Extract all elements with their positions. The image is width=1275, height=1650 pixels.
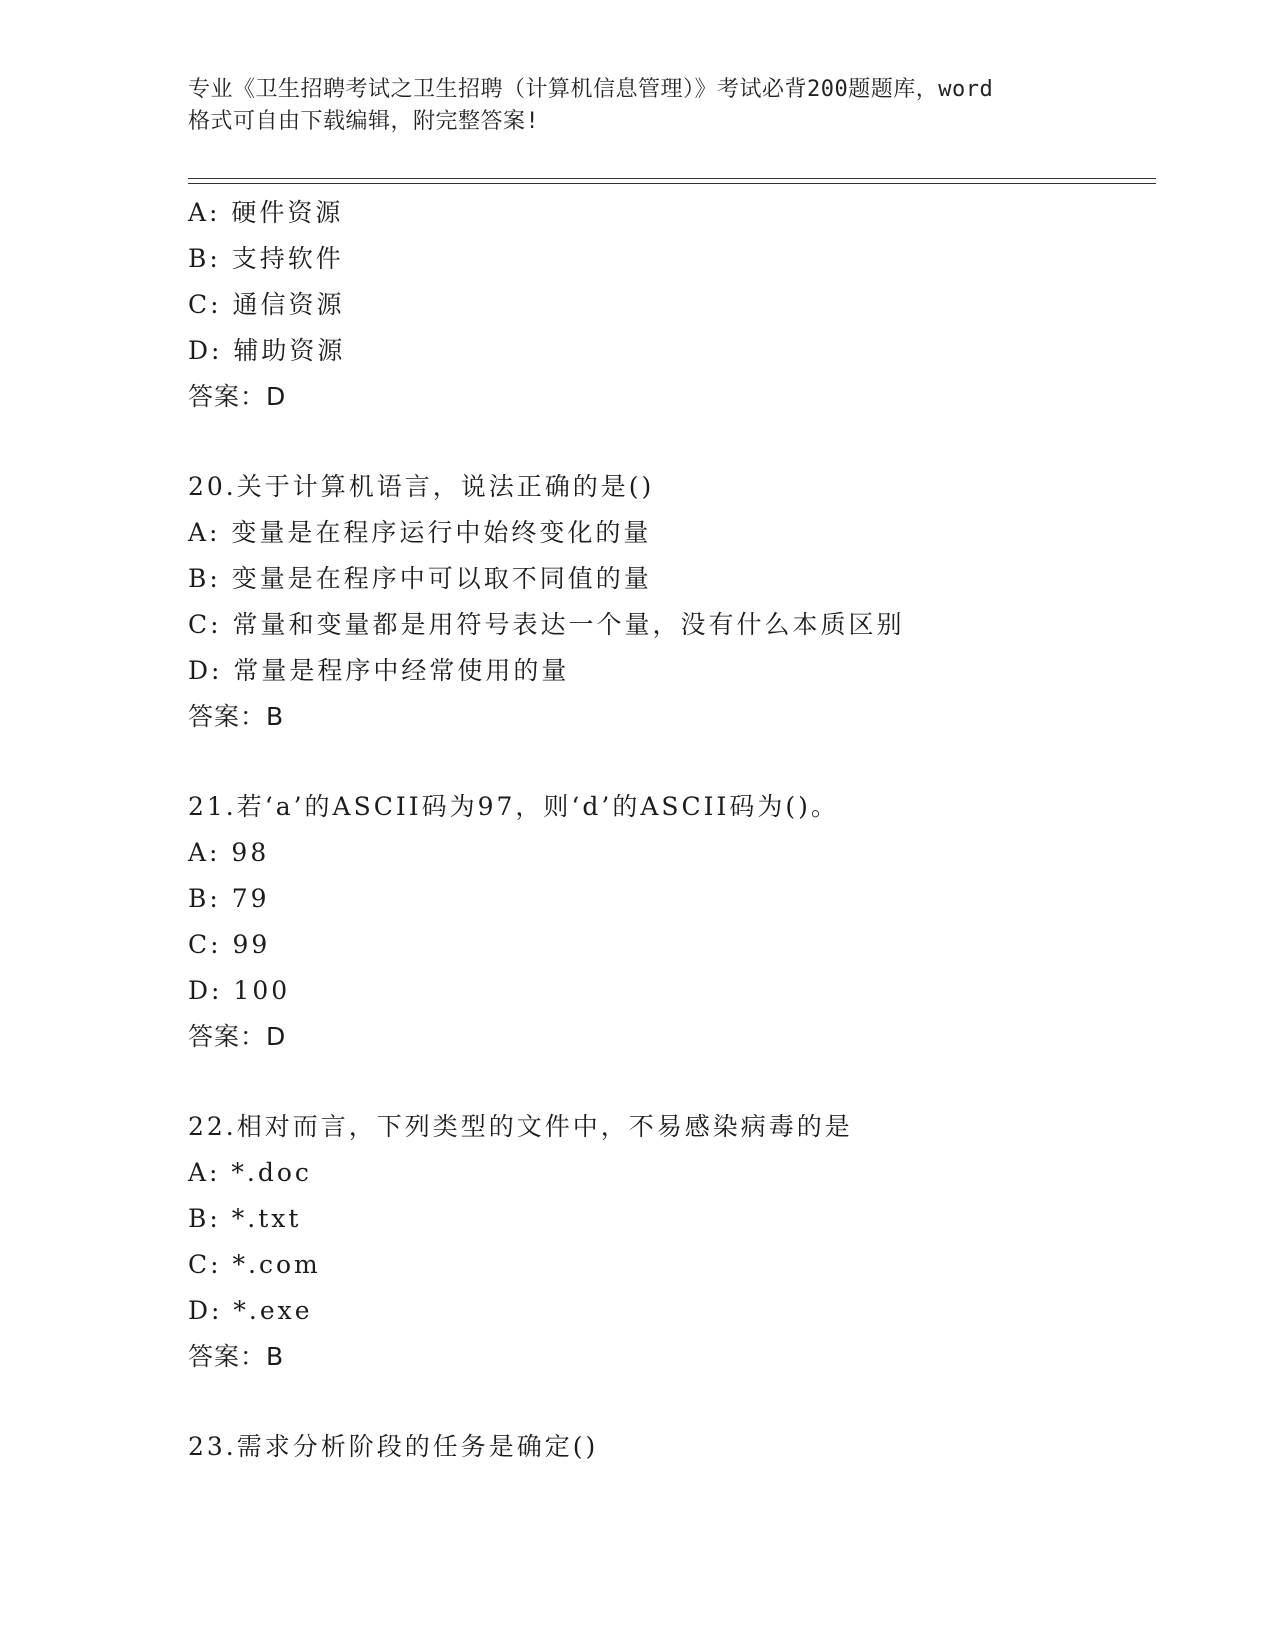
option-a: A: 变量是在程序运行中始终变化的量 [188, 518, 652, 547]
header-title-line-1: 专业《卫生招聘考试之卫生招聘（计算机信息管理）》考试必背200题题库，word [188, 77, 994, 102]
answer-line: 答案：D [188, 1022, 287, 1051]
option-c: C: 常量和变量都是用符号表达一个量，没有什么本质区别 [188, 610, 905, 639]
answer-line: 答案：B [188, 1342, 285, 1371]
header-title-line-2: 格式可自由下载编辑，附完整答案! [188, 109, 540, 134]
question-list [188, 190, 1148, 1470]
question-text: 23.需求分析阶段的任务是确定() [188, 1432, 599, 1461]
option-b: B: *.txt [188, 1204, 302, 1233]
question-block-20 [188, 464, 1148, 740]
question-block-21 [188, 784, 1148, 1060]
header-divider-bottom [188, 183, 1156, 184]
option-b: B: 变量是在程序中可以取不同值的量 [188, 564, 652, 593]
question-block-19 [188, 190, 1148, 420]
option-c: C: 通信资源 [188, 290, 345, 319]
question-text: 20.关于计算机语言，说法正确的是() [188, 472, 655, 501]
option-d: D: *.exe [188, 1296, 313, 1325]
option-b: B: 支持软件 [188, 244, 344, 273]
option-d: D: 100 [188, 976, 291, 1005]
question-block-22 [188, 1104, 1148, 1380]
option-d: D: 常量是程序中经常使用的量 [188, 656, 570, 685]
header-divider-top [188, 178, 1156, 179]
answer-line: 答案：D [188, 382, 287, 411]
question-text: 22.相对而言，下列类型的文件中，不易感染病毒的是 [188, 1112, 853, 1141]
option-c: C: *.com [188, 1250, 321, 1279]
question-block-23 [188, 1424, 1148, 1470]
option-a: A: *.doc [188, 1158, 312, 1187]
question-text: 21.若‘a’的ASCII码为97，则‘d’的ASCII码为()。 [188, 792, 839, 821]
option-c: C: 99 [188, 930, 271, 959]
answer-line: 答案：B [188, 702, 285, 731]
option-a: A: 98 [188, 838, 270, 867]
option-a: A: 硬件资源 [188, 198, 344, 227]
document-header [188, 74, 1088, 138]
option-b: B: 79 [188, 884, 270, 913]
option-d: D: 辅助资源 [188, 336, 346, 365]
